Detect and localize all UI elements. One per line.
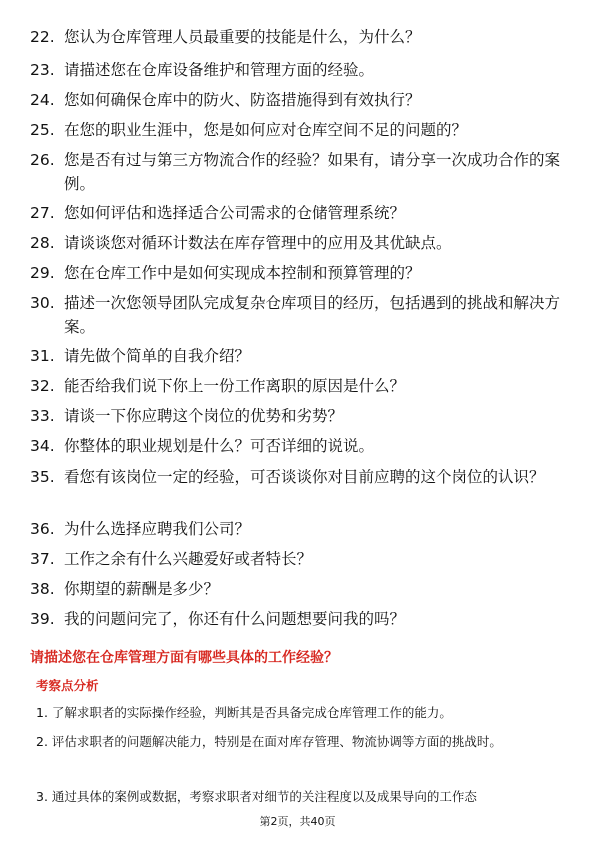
question-item — [30, 88, 570, 112]
question-number: 34. — [30, 437, 55, 455]
question-number: 25. — [30, 121, 55, 139]
page-number: 第2页，共40页 — [259, 815, 336, 828]
analysis-subheading: 考察点分析 — [36, 678, 99, 693]
question-number: 37. — [30, 550, 55, 568]
question-item — [30, 517, 570, 541]
question-text: 你期望的薪酬是多少？ — [64, 580, 220, 598]
question-item — [30, 434, 570, 458]
question-text: 您认为仓库管理人员最重要的技能是什么，为什么？ — [64, 28, 421, 46]
question-number: 30. — [30, 294, 55, 312]
question-item — [30, 404, 570, 428]
question-item — [30, 261, 570, 285]
question-item — [30, 231, 570, 255]
question-number: 31. — [30, 347, 55, 365]
question-number: 26. — [30, 151, 55, 169]
question-number: 24. — [30, 91, 55, 109]
question-text: 我的问题问完了，你还有什么问题想要问我的吗？ — [64, 610, 406, 628]
question-text: 工作之余有什么兴趣爱好或者特长？ — [64, 550, 313, 568]
analysis-point: 1. 了解求职者的实际操作经验，判断其是否具备完成仓库管理工作的能力。 — [36, 705, 452, 720]
question-text: 能否给我们说下你上一份工作离职的原因是什么？ — [64, 377, 406, 395]
question-number: 27. — [30, 204, 55, 222]
question-text: 请谈一下你应聘这个岗位的优势和劣势？ — [64, 407, 344, 425]
question-text: 在您的职业生涯中，您是如何应对仓库空间不足的问题的？ — [64, 121, 468, 139]
question-text: 描述一次您领导团队完成复杂仓库项目的经历，包括遇到的挑战和解决方案。 — [64, 294, 561, 336]
question-item — [30, 577, 570, 601]
analysis-point: 2. 评估求职者的问题解决能力，特别是在面对库存管理、物流协调等方面的挑战时。 — [36, 734, 502, 749]
question-text: 为什么选择应聘我们公司？ — [64, 520, 251, 538]
question-number: 28. — [30, 234, 55, 252]
question-number: 36. — [30, 520, 55, 538]
question-text: 您如何确保仓库中的防火、防盗措施得到有效执行？ — [64, 91, 421, 109]
question-text: 您在仓库工作中是如何实现成本控制和预算管理的？ — [64, 264, 421, 282]
question-number: 23. — [30, 61, 55, 79]
section-heading: 请描述您在仓库管理方面有哪些具体的工作经验？ — [30, 650, 338, 666]
question-item — [30, 118, 570, 142]
analysis-point: 3. 通过具体的案例或数据，考察求职者对细节的关注程度以及成果导向的工作态 — [36, 789, 477, 804]
question-text: 您是否有过与第三方物流合作的经验？如果有，请分享一次成功合作的案例。 — [64, 151, 561, 193]
question-text: 请描述您在仓库设备维护和管理方面的经验。 — [64, 61, 375, 79]
question-text: 您如何评估和选择适合公司需求的仓储管理系统？ — [64, 204, 406, 222]
question-number: 22. — [30, 28, 55, 46]
question-item — [30, 201, 570, 225]
question-item — [30, 465, 570, 489]
question-number: 32. — [30, 377, 55, 395]
question-item — [30, 607, 570, 631]
question-item — [30, 291, 570, 339]
question-number: 29. — [30, 264, 55, 282]
question-item — [30, 58, 570, 82]
question-item — [30, 374, 570, 398]
question-text: 你整体的职业规划是什么？可否详细的说说。 — [64, 437, 375, 455]
question-number: 38. — [30, 580, 55, 598]
question-text: 看您有该岗位一定的经验，可否谈谈你对目前应聘的这个岗位的认识？ — [64, 468, 545, 486]
question-item — [30, 547, 570, 571]
question-item — [30, 25, 570, 49]
question-text: 请谈谈您对循环计数法在库存管理中的应用及其优缺点。 — [64, 234, 452, 252]
question-number: 35. — [30, 468, 55, 486]
question-item — [30, 148, 570, 196]
question-item — [30, 344, 570, 368]
question-number: 33. — [30, 407, 55, 425]
question-text: 请先做个简单的自我介绍？ — [64, 347, 251, 365]
question-number: 39. — [30, 610, 55, 628]
